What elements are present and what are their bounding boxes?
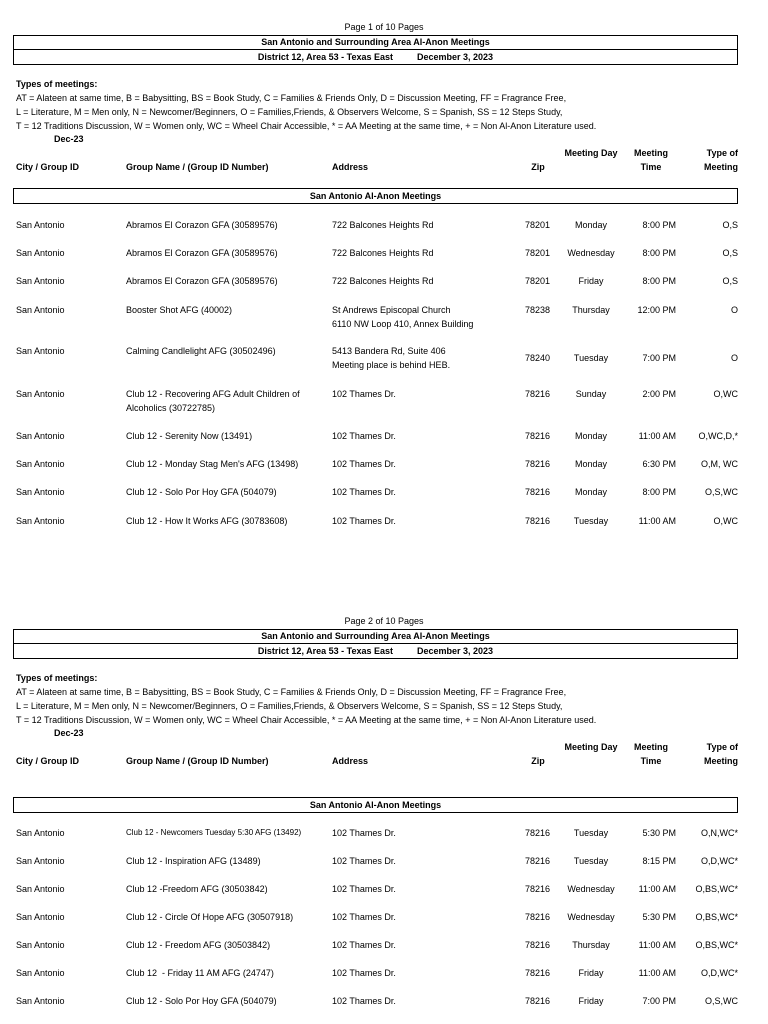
row-day: Thursday (572, 305, 610, 315)
meeting-types-heading: Types of meetings: (16, 79, 98, 89)
row-time: 7:00 PM (642, 353, 676, 363)
row-zip: 78216 (524, 884, 550, 894)
row-address: 102 Thames Dr. (332, 856, 396, 866)
column-header-time: Meeting Time (633, 148, 668, 172)
row-type: O,D,WC* (701, 968, 738, 978)
row-time: 12:00 PM (637, 305, 676, 315)
document-title: San Antonio and Surrounding Area Al-Anon Meetings (14, 36, 737, 50)
meeting-types-heading: Types of meetings: (16, 673, 98, 683)
row-time: 8:00 PM (642, 248, 676, 258)
row-zip: 78216 (524, 431, 550, 441)
row-city: San Antonio (16, 856, 65, 866)
row-zip: 78216 (524, 856, 550, 866)
row-type: O,S (722, 248, 738, 258)
row-day: Wednesday (567, 884, 615, 894)
row-type: O,BS,WC* (695, 912, 738, 922)
row-city: San Antonio (16, 912, 65, 922)
row-day: Thursday (572, 940, 610, 950)
row-address: 102 Thames Dr. (332, 431, 396, 441)
row-type: O,D,WC* (701, 856, 738, 866)
row-address: St Andrews Episcopal Church (332, 305, 451, 315)
row-address: 722 Balcones Heights Rd (332, 220, 434, 230)
row-time: 8:00 PM (642, 220, 676, 230)
document-date: December 3, 2023 (417, 646, 494, 656)
row-type: O,WC (713, 389, 738, 399)
row-group: Club 12 - Inspiration AFG (13489) (126, 856, 261, 866)
row-time: 11:00 AM (638, 968, 676, 978)
column-header-group: Group Name / (Group ID Number) (126, 162, 269, 172)
meeting-types-line: AT = Alateen at same time, B = Babysitting, BS = Book Study, C = Families & Friends Only, D = Discussion Meeting, FF = Fragrance Free, (16, 93, 567, 103)
row-group: Calming Candlelight AFG (30502496) (126, 346, 276, 356)
row-day: Friday (578, 276, 604, 286)
row-type: O (730, 305, 738, 315)
row-day: Wednesday (567, 248, 615, 258)
meeting-types-line: L = Literature, M = Men only, N = Newcomer/Beginners, O = Families,Friends, & Observers Welcome, S = Spanish, SS = 12 Steps Study, (16, 107, 563, 117)
column-header-day: Meeting Day (564, 148, 618, 158)
district-date-line (14, 644, 737, 658)
row-city: San Antonio (16, 459, 65, 469)
page-number: Page 1 of 10 Pages (344, 22, 424, 32)
row-time: 8:00 PM (642, 276, 676, 286)
month-label: Dec-23 (54, 134, 84, 144)
row-zip: 78201 (524, 248, 550, 258)
row-city: San Antonio (16, 389, 65, 399)
row-address: 102 Thames Dr. (332, 968, 396, 978)
row-address: 722 Balcones Heights Rd (332, 248, 434, 258)
row-time: 11:00 AM (638, 516, 676, 526)
row-day: Friday (578, 968, 604, 978)
column-header-city: City / Group ID (16, 162, 79, 172)
row-city: San Antonio (16, 305, 65, 315)
month-label: Dec-23 (54, 728, 84, 738)
row-group-line2: Alcoholics (30722785) (126, 403, 216, 413)
row-address: 102 Thames Dr. (332, 996, 396, 1006)
row-zip: 78216 (524, 912, 550, 922)
document-date: December 3, 2023 (417, 52, 494, 62)
row-address-line2: Meeting place is behind HEB. (332, 360, 451, 370)
row-type: O,WC,D,* (698, 431, 738, 441)
row-city: San Antonio (16, 940, 65, 950)
row-address: 102 Thames Dr. (332, 389, 396, 399)
column-header-city: City / Group ID (16, 756, 79, 766)
column-header-address: Address (332, 756, 369, 766)
row-day: Tuesday (573, 828, 609, 838)
row-city: San Antonio (16, 516, 65, 526)
column-header-day: Meeting Day (564, 742, 618, 752)
row-day: Monday (574, 431, 608, 441)
row-address: 102 Thames Dr. (332, 516, 396, 526)
row-group: Club 12 - Recovering AFG Adult Children of (126, 389, 300, 399)
district-date-line (14, 50, 737, 64)
row-time: 6:30 PM (642, 459, 676, 469)
row-time: 5:30 PM (642, 828, 676, 838)
row-address: 102 Thames Dr. (332, 828, 396, 838)
document-title: San Antonio and Surrounding Area Al-Anon Meetings (14, 630, 737, 644)
row-time: 8:00 PM (642, 487, 676, 497)
row-address: 102 Thames Dr. (332, 940, 396, 950)
row-address: 102 Thames Dr. (332, 459, 396, 469)
row-address: 722 Balcones Heights Rd (332, 276, 434, 286)
row-type: O (730, 353, 738, 363)
row-group: Booster Shot AFG (40002) (126, 305, 233, 315)
row-day: Sunday (575, 389, 607, 399)
row-group: Abramos El Corazon GFA (30589576) (126, 248, 278, 258)
row-address: 102 Thames Dr. (332, 487, 396, 497)
row-group: Club 12 - Freedom AFG (30503842) (126, 940, 271, 950)
row-zip: 78201 (524, 276, 550, 286)
row-city: San Antonio (16, 884, 65, 894)
row-zip: 78216 (524, 828, 550, 838)
row-city: San Antonio (16, 248, 65, 258)
column-header-type: Type of Meeting (703, 742, 738, 766)
row-time: 8:15 PM (642, 856, 676, 866)
row-zip: 78216 (524, 940, 550, 950)
row-type: O,N,WC* (701, 828, 738, 838)
row-day: Monday (574, 487, 608, 497)
district-label: District 12, Area 53 - Texas East (257, 646, 393, 656)
row-type: O,WC (713, 516, 738, 526)
row-time: 7:00 PM (642, 996, 676, 1006)
row-group: Club 12 - Circle Of Hope AFG (30507918) (126, 912, 294, 922)
section-heading: San Antonio Al-Anon Meetings (13, 797, 738, 813)
row-time: 11:00 AM (638, 431, 676, 441)
district-label: District 12, Area 53 - Texas East (257, 52, 393, 62)
row-address: 102 Thames Dr. (332, 912, 396, 922)
row-time: 11:00 AM (638, 940, 676, 950)
row-day: Tuesday (573, 856, 609, 866)
document-title-box (13, 629, 738, 659)
row-city: San Antonio (16, 487, 65, 497)
row-type: O,S (722, 220, 738, 230)
row-group: Club 12 -Freedom AFG (30503842) (126, 884, 268, 894)
column-header-address: Address (332, 162, 369, 172)
document-title-box (13, 35, 738, 65)
row-group: Club 12 - Solo Por Hoy GFA (504079) (126, 487, 277, 497)
row-group: Club 12 - Monday Stag Men's AFG (13498) (126, 459, 299, 469)
meeting-types-line: L = Literature, M = Men only, N = Newcomer/Beginners, O = Families,Friends, & Observers Welcome, S = Spanish, SS = 12 Steps Study, (16, 701, 563, 711)
row-city: San Antonio (16, 968, 65, 978)
row-zip: 78216 (524, 996, 550, 1006)
meeting-types-line: T = 12 Traditions Discussion, W = Women only, WC = Wheel Chair Accessible, * = AA Meeting at the same time, + = Non Al-Anon Literature used. (16, 121, 597, 131)
row-zip: 78216 (524, 487, 550, 497)
section-heading: San Antonio Al-Anon Meetings (13, 188, 738, 204)
row-day: Friday (578, 996, 604, 1006)
row-zip: 78201 (524, 220, 550, 230)
row-group: Club 12 - Solo Por Hoy GFA (504079) (126, 996, 277, 1006)
row-group: Abramos El Corazon GFA (30589576) (126, 220, 278, 230)
row-day: Tuesday (573, 353, 609, 363)
row-city: San Antonio (16, 220, 65, 230)
row-address: 5413 Bandera Rd, Suite 406 (332, 346, 446, 356)
row-city: San Antonio (16, 828, 65, 838)
row-city: San Antonio (16, 996, 65, 1006)
row-day: Tuesday (573, 516, 609, 526)
row-type: O,S (722, 276, 738, 286)
row-group: Abramos El Corazon GFA (30589576) (126, 276, 278, 286)
row-time: 11:00 AM (638, 884, 676, 894)
column-header-time: Meeting Time (633, 742, 668, 766)
row-type: O,BS,WC* (695, 940, 738, 950)
row-type: O,BS,WC* (695, 884, 738, 894)
row-city: San Antonio (16, 346, 65, 356)
row-zip: 78240 (524, 353, 550, 363)
row-group: Club 12 - Serenity Now (13491) (126, 431, 253, 441)
row-time: 5:30 PM (642, 912, 676, 922)
column-header-zip: Zip (531, 756, 545, 766)
row-group: Club 12 - Friday 11 AM AFG (24747) (126, 968, 274, 978)
page-number: Page 2 of 10 Pages (344, 616, 424, 626)
row-zip: 78238 (524, 305, 550, 315)
column-header-zip: Zip (531, 162, 545, 172)
row-zip: 78216 (524, 459, 550, 469)
row-day: Wednesday (567, 912, 615, 922)
row-group: Club 12 - How It Works AFG (30783608) (126, 516, 288, 526)
column-header-type: Type of Meeting (703, 148, 738, 172)
row-address: 102 Thames Dr. (332, 884, 396, 894)
row-city: San Antonio (16, 431, 65, 441)
row-day: Monday (574, 220, 608, 230)
meeting-types-line: AT = Alateen at same time, B = Babysitting, BS = Book Study, C = Families & Friends Only, D = Discussion Meeting, FF = Fragrance Free, (16, 687, 567, 697)
row-city: San Antonio (16, 276, 65, 286)
row-time: 2:00 PM (642, 389, 676, 399)
row-zip: 78216 (524, 968, 550, 978)
row-type: O,M, WC (701, 459, 738, 469)
row-address-line2: 6110 NW Loop 410, Annex Building (332, 319, 474, 329)
row-type: O,S,WC (705, 996, 738, 1006)
column-header-group: Group Name / (Group ID Number) (126, 756, 269, 766)
row-group: Club 12 - Newcomers Tuesday 5:30 AFG (13492) (126, 828, 302, 837)
row-zip: 78216 (524, 389, 550, 399)
row-zip: 78216 (524, 516, 550, 526)
meeting-types-line: T = 12 Traditions Discussion, W = Women only, WC = Wheel Chair Accessible, * = AA Meeting at the same time, + = Non Al-Anon Literature used. (16, 715, 597, 725)
row-type: O,S,WC (705, 487, 738, 497)
row-day: Monday (574, 459, 608, 469)
